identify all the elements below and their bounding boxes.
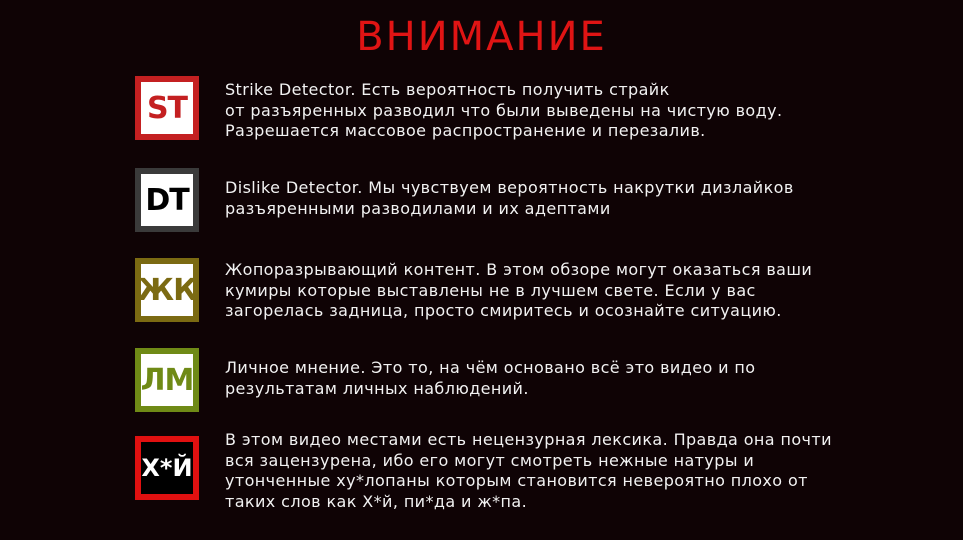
description-line: кумиры которые выставлены не в лучшем свете. Если у вас	[225, 280, 756, 300]
badge-profanity-icon: Х*Й	[135, 436, 199, 500]
description-line: загорелась задница, просто смиритесь и осознайте ситуацию.	[225, 301, 782, 320]
warning-description	[225, 260, 812, 322]
warning-description	[225, 178, 794, 219]
description-line: от разъяренных разводил что были выведены на чистую воду.	[225, 100, 783, 120]
warning-item-personal-opinion	[135, 348, 935, 412]
warning-item-dislike-detector	[135, 168, 935, 232]
badge-lm-icon: ЛМ	[135, 348, 199, 412]
warning-item-strike-detector	[135, 76, 935, 142]
description-line: Dislike Detector. Мы чувствуем вероятность накрутки дизлайков	[225, 178, 794, 197]
description-line: таких слов как Х*й, пи*да и ж*па.	[225, 491, 528, 511]
warning-description	[225, 80, 782, 142]
badge-zk-icon: ЖК	[135, 258, 199, 322]
warning-item-butthurt-content	[135, 258, 935, 322]
warning-description	[225, 430, 832, 512]
description-line: Личное мнение. Это то, на чём основано всё это видео и по	[225, 358, 756, 377]
warning-item-profanity	[135, 430, 935, 512]
warning-description	[225, 358, 755, 399]
description-line: утонченные ху*лопаны которым становится невероятно плохо от	[225, 471, 808, 490]
page-title: ВНИМАНИЕ	[356, 14, 607, 60]
badge-st-icon: ST	[135, 76, 199, 140]
description-line: вся зацензурена, ибо его могут смотреть нежные натуры и	[225, 450, 755, 470]
description-line: В этом видео местами есть нецензурная лексика. Правда она почти	[225, 430, 832, 449]
description-line: Жопоразрывающий контент. В этом обзоре могут оказаться ваши	[225, 260, 813, 279]
description-line: разъяренными разводилами и их адептами	[225, 198, 611, 218]
description-line: Разрешается массовое распространение и перезалив.	[225, 121, 706, 140]
badge-dt-icon: DT	[135, 168, 199, 232]
description-line: Strike Detector. Есть вероятность получить страйк	[225, 80, 670, 99]
description-line: результатам личных наблюдений.	[225, 378, 529, 398]
